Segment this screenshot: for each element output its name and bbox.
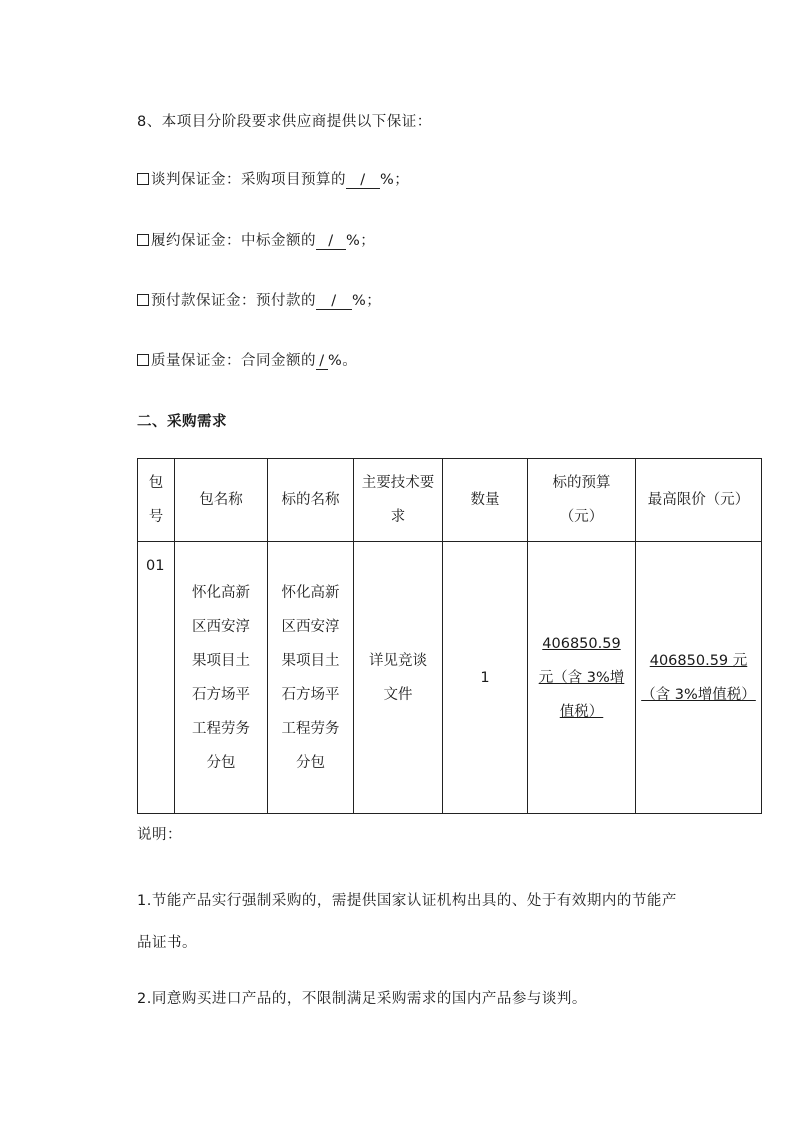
guarantee-suffix: %； — [346, 233, 376, 249]
guarantee-item-negotiation — [137, 168, 409, 189]
notes-title: 说明： — [137, 827, 182, 843]
guarantee-label: 履约保证金：中标金额的 — [151, 233, 316, 249]
note-item: 2.同意购买进口产品的，不限制满足采购需求的国内产品参与谈判。 — [137, 991, 587, 1007]
cell-pkg: 01 — [138, 542, 175, 814]
checkbox[interactable] — [137, 173, 149, 185]
cell-pkg-name: 怀化高新区西安淳果项目土石方场平工程劳务分包 — [175, 542, 268, 814]
guarantee-suffix: %； — [352, 293, 382, 309]
table-row — [138, 542, 762, 814]
header-cell: 数量 — [443, 459, 528, 542]
cell-tech: 详见竞谈文件 — [354, 542, 443, 814]
guarantee-suffix: %。 — [328, 353, 358, 369]
header-cell: 包名称 — [175, 459, 268, 542]
guarantee-heading: 8、本项目分阶段要求供应商提供以下保证： — [137, 114, 432, 130]
header-cell: 标的预算（元） — [528, 459, 636, 542]
guarantee-suffix: %； — [380, 172, 410, 188]
guarantee-item-quality — [137, 349, 357, 370]
guarantee-label: 预付款保证金：预付款的 — [151, 293, 316, 309]
guarantee-label: 质量保证金：合同金额的 — [151, 353, 316, 369]
checkbox[interactable] — [137, 234, 149, 246]
header-cell: 主要技术要求 — [354, 459, 443, 542]
guarantee-value: / — [346, 172, 380, 189]
header-cell: 最高限价（元） — [636, 459, 762, 542]
note-item: 1.节能产品实行强制采购的，需提供国家认证机构出具的、处于有效期内的节能产品证书。 — [137, 893, 677, 951]
cell-qty: 1 — [443, 542, 528, 814]
checkbox[interactable] — [137, 354, 149, 366]
section-title: 二、采购需求 — [137, 414, 227, 430]
cell-item-name: 怀化高新区西安淳果项目土石方场平工程劳务分包 — [268, 542, 354, 814]
guarantee-value: / — [316, 233, 346, 250]
guarantee-value: / — [316, 293, 352, 310]
cell-budget: 406850.59 元（含 3%增值税） — [528, 542, 636, 814]
header-cell: 标的名称 — [268, 459, 354, 542]
procurement-table — [137, 458, 762, 814]
cell-max-price: 406850.59 元（含 3%增值税） — [636, 542, 762, 814]
guarantee-item-performance — [137, 229, 375, 250]
guarantee-label: 谈判保证金：采购项目预算的 — [151, 172, 346, 188]
table-header-row — [138, 459, 762, 542]
checkbox[interactable] — [137, 294, 149, 306]
guarantee-value: / — [316, 353, 328, 370]
guarantee-item-prepayment — [137, 289, 381, 310]
header-cell: 包号 — [138, 459, 175, 542]
